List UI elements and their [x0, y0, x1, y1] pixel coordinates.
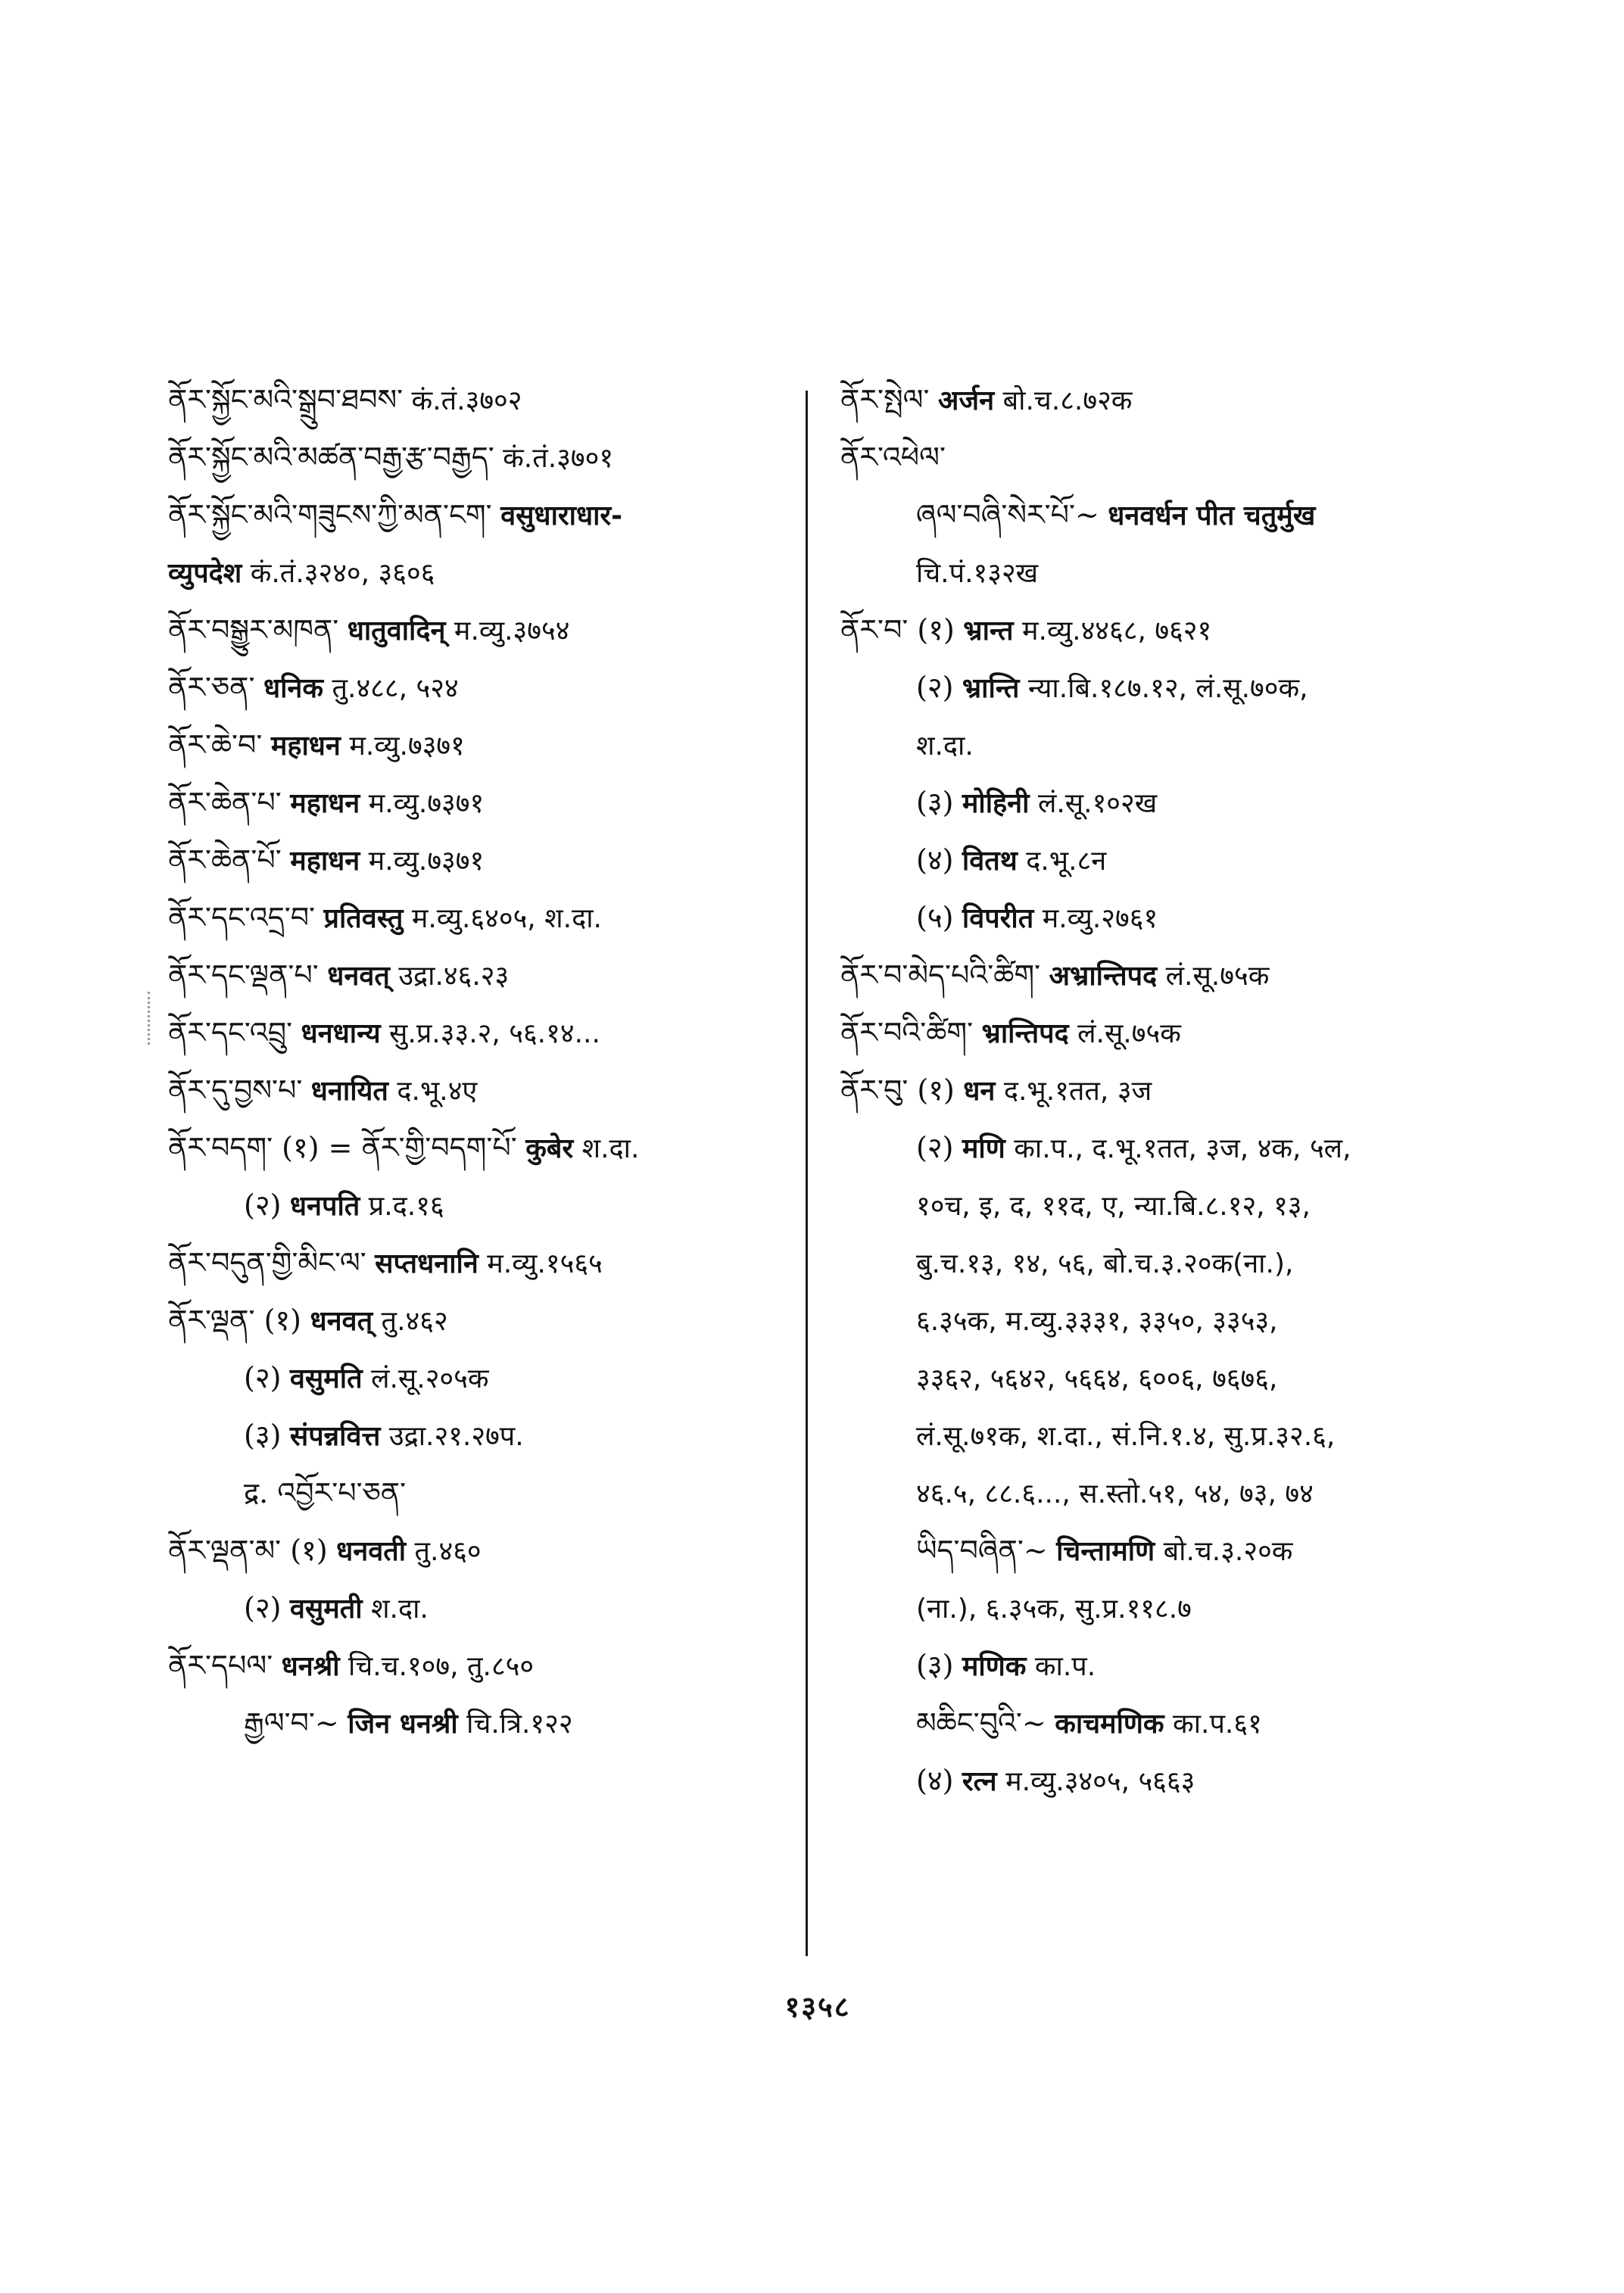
- source-reference: म.व्यु.७३७१: [368, 846, 485, 877]
- dictionary-entry: [168, 901, 815, 936]
- sanskrit-equivalent: चिन्तामणि: [1056, 1536, 1155, 1567]
- tibetan-headword: རྒྱལ་བ་~: [244, 1706, 339, 1740]
- tibetan-headword: ནོར་དུ་བྱས་པ་: [168, 1073, 303, 1107]
- tibetan-headword: (४): [916, 843, 954, 877]
- sanskrit-equivalent: धनश्री: [281, 1651, 340, 1682]
- dictionary-entry: [168, 1016, 815, 1051]
- dictionary-entry: [840, 1591, 1461, 1626]
- dictionary-entry: [840, 786, 1461, 821]
- dictionary-entry: [840, 958, 1461, 993]
- sanskrit-equivalent: वसुधाराधार-: [500, 500, 623, 531]
- source-reference: ४६.५, ८८.६..., स.स्तो.५१, ५४, ७३, ७४: [916, 1478, 1314, 1509]
- dictionary-entry: [840, 671, 1461, 706]
- tibetan-headword: (२): [244, 1189, 282, 1222]
- tibetan-headword: ནོར་བ་མེད་པའི་ཚིག་: [840, 958, 1041, 992]
- tibetan-headword: (२): [916, 671, 954, 704]
- source-reference: का.प.: [1034, 1651, 1096, 1682]
- source-reference: कं.तं.३२४०, ३६०६: [250, 558, 435, 589]
- sanskrit-equivalent: धनवर्धन पीत चतुर्मुख: [1108, 500, 1316, 531]
- tibetan-headword: (४): [916, 1764, 954, 1797]
- source-reference: चि.च.१०७, तु.८५०: [348, 1651, 535, 1682]
- dictionary-entry: [840, 1706, 1461, 1741]
- tibetan-headword: ནོར་དང་ལྡན་པ་: [168, 958, 319, 992]
- tibetan-headword: (२): [916, 1131, 954, 1164]
- tibetan-headword: ནོར་བ་ (१): [840, 613, 955, 646]
- source-reference: प्र.द.१६: [368, 1191, 444, 1222]
- source-reference: उद्रा.२१.२७प.: [388, 1421, 524, 1452]
- sanskrit-equivalent: वितथ: [962, 846, 1018, 877]
- sanskrit-equivalent: रत्न: [962, 1766, 997, 1797]
- dictionary-entry: [840, 1534, 1461, 1569]
- dictionary-entry: [168, 1419, 815, 1453]
- dictionary-entry: [168, 1073, 815, 1108]
- dictionary-entry: [840, 441, 1461, 475]
- source-reference: सु.प्र.३३.२, ५६.१४...: [389, 1018, 600, 1049]
- source-reference: बु.च.१३, १४, ५६, बो.च.३.२०क(ना.),: [916, 1248, 1294, 1279]
- sanskrit-equivalent: धनिक: [263, 673, 324, 704]
- sanskrit-equivalent: मोहिनी: [962, 788, 1030, 819]
- sanskrit-equivalent: मणिक: [962, 1651, 1027, 1682]
- sanskrit-equivalent: धन: [963, 1076, 996, 1107]
- dictionary-entry: [840, 1649, 1461, 1684]
- tibetan-headword: ཡིད་བཞིན་~: [916, 1534, 1048, 1567]
- dictionary-entry: [168, 1304, 815, 1338]
- sanskrit-equivalent: काचमणिक: [1055, 1709, 1164, 1740]
- source-reference: बो.च.८.७२क: [1002, 385, 1133, 416]
- sanskrit-equivalent: महाधन: [270, 731, 341, 762]
- tibetan-headword: (३): [916, 786, 954, 819]
- source-reference: म.व्यु.७३७१: [368, 788, 485, 819]
- sanskrit-equivalent: सप्तधनानि: [375, 1248, 478, 1279]
- sanskrit-equivalent: धनधान्य: [301, 1018, 381, 1049]
- dictionary-entry: [168, 383, 815, 418]
- dictionary-entry: [168, 613, 815, 648]
- dictionary-entry: [168, 556, 815, 590]
- source-reference: १०च, इ, द, ११द, ए, न्या.बि.८.१२, १३,: [916, 1191, 1311, 1222]
- dictionary-entry: [168, 843, 815, 878]
- dictionary-entry: [840, 728, 1461, 763]
- dictionary-entry: [840, 1764, 1461, 1799]
- sanskrit-equivalent: जिन धनश्री: [348, 1709, 458, 1740]
- dictionary-entry: [168, 1534, 815, 1569]
- source-reference: का.प., द.भू.१तत, ३ज, ४क, ५ल,: [1014, 1133, 1351, 1164]
- source-reference: चि.त्रि.१२२: [466, 1709, 573, 1740]
- dictionary-entry: [840, 1246, 1461, 1281]
- tibetan-headword: ནོར་བདག་ (१) = ནོར་གྱི་བདག་པོ་: [168, 1131, 517, 1164]
- sanskrit-equivalent: धनवती: [336, 1536, 407, 1567]
- sanskrit-equivalent: व्युपदेश: [168, 558, 242, 589]
- source-reference: तु.४६०: [414, 1536, 482, 1567]
- source-reference: म.व्यु.१५६५: [487, 1248, 603, 1279]
- sanskrit-equivalent: अभ्रान्तिपद: [1049, 961, 1158, 992]
- source-reference: लं.सू.७१क, श.दा., सं.नि.१.४, सु.प्र.३२.६,: [916, 1421, 1336, 1452]
- tibetan-headword: ནོར་ཆེན་པོ་: [168, 843, 282, 877]
- tibetan-headword: (२): [244, 1361, 282, 1394]
- source-reference: लं.सू.७५क: [1165, 961, 1270, 992]
- left-column: [168, 383, 815, 1764]
- sanskrit-equivalent: भ्रान्ति: [962, 673, 1020, 704]
- dictionary-entry: [168, 1131, 815, 1166]
- source-reference: ६.३५क, म.व्यु.३३३१, ३३५०, ३३५३,: [916, 1306, 1278, 1337]
- dictionary-entry: [168, 1189, 815, 1223]
- sanskrit-equivalent: प्रतिवस्तु: [323, 903, 404, 934]
- source-reference: (ना.), ६.३५क, सु.प्र.११८.७: [916, 1594, 1192, 1625]
- sanskrit-equivalent: धनपति: [289, 1191, 360, 1222]
- tibetan-headword: ནོར་བསྒྱུར་མཁན་: [168, 613, 339, 646]
- tibetan-headword: ནོར་བུ་ (१): [840, 1073, 955, 1107]
- source-reference: म.व्यु.६४०५, श.दा.: [411, 903, 602, 934]
- tibetan-headword: ནོར་ཆེན་པ་: [168, 786, 282, 819]
- source-reference: कं.तं.३७०१: [503, 443, 614, 474]
- right-column: [840, 383, 1461, 1821]
- source-reference: बो.च.३.२०क: [1163, 1536, 1293, 1567]
- source-reference: उद्रा.४६.२३: [398, 961, 510, 992]
- dictionary-entry: [840, 613, 1461, 648]
- source-reference: तु.४६२: [381, 1306, 448, 1337]
- tibetan-headword: ནོར་བའི་ཚིག་: [840, 1016, 974, 1049]
- sanskrit-equivalent: वसुमति: [289, 1363, 363, 1394]
- sanskrit-equivalent: वसुमती: [289, 1594, 363, 1625]
- dictionary-entry: [168, 441, 815, 475]
- source-reference: तु.४८८, ५२४: [332, 673, 459, 704]
- dictionary-entry: [840, 556, 1461, 590]
- sanskrit-equivalent: धनवत्: [310, 1306, 373, 1337]
- source-reference: लं.सू.१०२ख: [1037, 788, 1158, 819]
- tibetan-headword: ཞལ་བཞི་སེར་པོ་~: [916, 498, 1099, 531]
- tibetan-headword: ནོར་ཆེ་བ་: [168, 728, 263, 762]
- source-reference: म.व्यु.२७६१: [1042, 903, 1158, 934]
- dictionary-entry: [840, 1304, 1461, 1338]
- source-reference: द.भू.४ए: [397, 1076, 478, 1107]
- source-reference: कं.तं.३७०२: [411, 385, 522, 416]
- sanskrit-equivalent: विपरीत: [962, 903, 1034, 934]
- dictionary-entry: [168, 1246, 815, 1281]
- tibetan-headword: ནོར་ལྡན་ (१): [168, 1304, 301, 1337]
- dictionary-entry: [168, 1591, 815, 1626]
- dictionary-entry: [168, 958, 815, 993]
- source-reference: म.व्यु.४४६८, ७६२१: [1021, 615, 1212, 646]
- source-reference: लं.सू.७५क: [1077, 1018, 1181, 1049]
- dictionary-entry: [840, 1189, 1461, 1223]
- tibetan-headword: ནོར་སྐྱོང་མའི་གཟུངས་ཀྱི་མན་ངག་: [168, 498, 492, 531]
- tibetan-headword: ནོར་སྤེལ་: [840, 383, 930, 416]
- sanskrit-equivalent: मणि: [962, 1133, 1005, 1164]
- sanskrit-equivalent: भ्रान्तिपद: [981, 1018, 1069, 1049]
- tibetan-headword: ནོར་ལྡན་མ་ (१): [168, 1534, 328, 1567]
- dictionary-entry: [168, 1361, 815, 1396]
- tibetan-headword: (३): [244, 1419, 282, 1452]
- tibetan-headword: द्र. འབྱོར་པ་ཅན་: [244, 1476, 407, 1509]
- source-reference: ३३६२, ५६४२, ५६६४, ६००६, ७६७६,: [916, 1363, 1278, 1394]
- dictionary-entry: [168, 671, 815, 706]
- source-reference: म.व्यु.७३७१: [349, 731, 465, 762]
- dictionary-entry: [168, 1706, 815, 1741]
- source-reference: लं.सू.२०५क: [371, 1363, 489, 1394]
- dictionary-entry: [168, 1649, 815, 1684]
- sanskrit-equivalent: संपन्नवित्त: [289, 1421, 381, 1452]
- sanskrit-equivalent: धनायित: [310, 1076, 388, 1107]
- source-reference: म.व्यु.३४०५, ५६६३: [1005, 1766, 1195, 1797]
- tibetan-headword: ནོར་འཕེལ་: [840, 441, 946, 474]
- dictionary-entry: [840, 383, 1461, 418]
- dictionary-entry: [840, 498, 1461, 533]
- page-number: १३५८: [784, 1990, 851, 2024]
- source-reference: द.भू.८न: [1026, 846, 1107, 877]
- dictionary-entry: [840, 1073, 1461, 1108]
- dictionary-entry: [840, 1476, 1461, 1511]
- tibetan-headword: ནོར་ཅན་: [168, 671, 255, 704]
- sanskrit-equivalent: कुबेर: [525, 1133, 574, 1164]
- dictionary-entry: [168, 786, 815, 821]
- source-reference: द.भू.१तत, ३ज: [1003, 1076, 1152, 1107]
- source-reference: चि.पं.१३२ख: [916, 558, 1039, 589]
- sanskrit-equivalent: भ्रान्त: [963, 615, 1014, 646]
- sanskrit-equivalent: धनवत्: [327, 961, 390, 992]
- source-reference: का.प.६१: [1173, 1709, 1262, 1740]
- source-reference: न्या.बि.१८७.१२, लं.सू.७०क,: [1027, 673, 1308, 704]
- source-reference: श.दा.: [916, 731, 974, 762]
- sanskrit-equivalent: महाधन: [290, 846, 360, 877]
- tibetan-headword: (५): [916, 901, 954, 934]
- dictionary-entry: [168, 728, 815, 763]
- tibetan-headword: ནོར་བདུན་གྱི་མིང་ལ་: [168, 1246, 366, 1279]
- dictionary-entry: [840, 1016, 1461, 1051]
- tibetan-headword: ནོར་སྐྱོང་མའི་སྒྲུབ་ཐབས་: [168, 383, 404, 416]
- sanskrit-equivalent: अर्जन: [937, 385, 995, 416]
- tibetan-headword: ནོར་དཔལ་: [168, 1649, 273, 1682]
- tibetan-headword: ནོར་སྐྱོང་མའི་མཚན་བརྒྱ་རྩ་བརྒྱད་: [168, 441, 494, 474]
- margin-marks: [148, 992, 152, 1045]
- sanskrit-equivalent: धातुवादिन्: [347, 615, 446, 646]
- tibetan-headword: མཆིང་བུའི་~: [916, 1706, 1046, 1740]
- source-reference: श.दा.: [371, 1594, 429, 1625]
- dictionary-entry: [168, 498, 815, 533]
- sanskrit-equivalent: महाधन: [290, 788, 360, 819]
- column-divider: [806, 391, 808, 1956]
- dictionary-entry: [168, 1476, 815, 1511]
- tibetan-headword: ནོར་དང་འདྲ་བ་: [168, 901, 316, 934]
- dictionary-entry: [840, 1419, 1461, 1453]
- dictionary-entry: [840, 901, 1461, 936]
- source-reference: म.व्यु.३७५४: [454, 615, 570, 646]
- dictionary-entry: [840, 1361, 1461, 1396]
- tibetan-headword: ནོར་དང་འབྲུ་: [168, 1016, 293, 1049]
- dictionary-entry: [840, 1131, 1461, 1166]
- dictionary-entry: [840, 843, 1461, 878]
- tibetan-headword: (२): [244, 1591, 282, 1625]
- source-reference: श.दा.: [581, 1133, 640, 1164]
- tibetan-headword: (३): [916, 1649, 954, 1682]
